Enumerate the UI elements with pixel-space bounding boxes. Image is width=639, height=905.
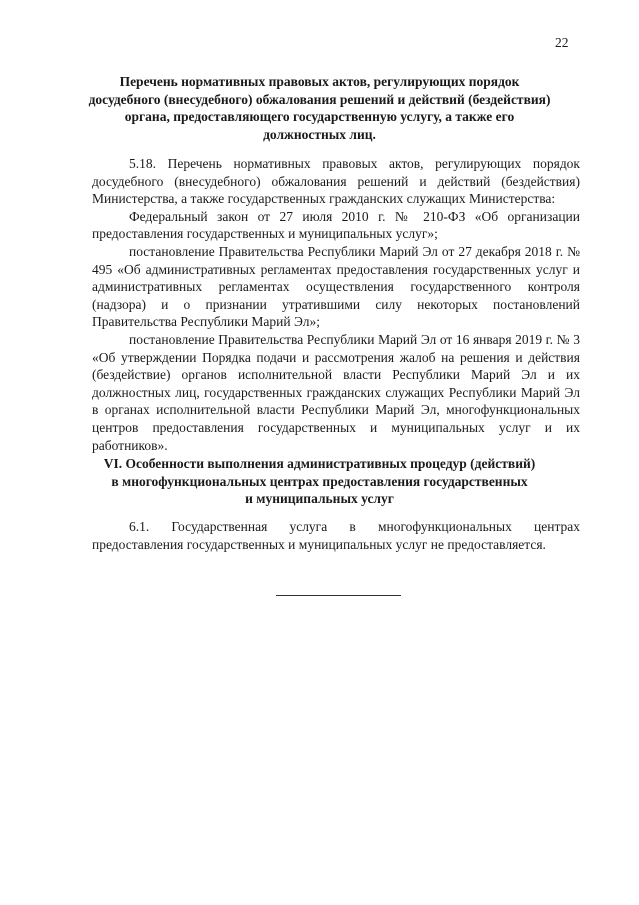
paragraph: постановление Правительства Республики Марий Эл от 27 декабря 2018 г. № 495 «Об административных регламентах предоставления государственных услуг и административных регламентах осуществления государственного контроля (надзора) и о признании утратившими силу некоторых постановлений Правительства Республики Марий Эл»;: [92, 243, 580, 330]
section-body-mfc: [92, 518, 580, 553]
page-number: 22: [555, 35, 569, 50]
heading-line: в многофункциональных центрах предоставления государственных: [111, 473, 528, 489]
heading-line: Перечень нормативных правовых актов, регулирующих порядок: [119, 74, 520, 89]
section-heading-mfc: [0, 455, 639, 508]
paragraph: постановление Правительства Республики Марий Эл от 16 января 2019 г. № 3 «Об утверждении Порядка подачи и рассмотрения жалоб на решения и действия (бездействие) органов исполнительной власти Республики Марий Эл и их должностных лиц, государственных гражданских служащих Республики Марий Эл в органах исполнительной власти Республики Марий Эл, многофункциональных центров предоставления государственных и муниципальных услуг и их работников».: [92, 331, 580, 453]
heading-line: органа, предоставляющего государственную услугу, а также его: [124, 109, 515, 125]
heading-line: должностных лиц.: [263, 127, 376, 143]
heading-line: VI. Особенности выполнения административных процедур (действий): [103, 456, 536, 471]
paragraph: Федеральный закон от 27 июля 2010 г. № 210-ФЗ «Об организации предоставления государственных и муниципальных услуг»;: [92, 208, 580, 242]
section-body-appeal-acts: [92, 155, 580, 454]
paragraph: 6.1. Государственная услуга в многофункциональных центрах предоставления государственных и муниципальных услуг не предоставляется.: [92, 519, 580, 552]
heading-line: досудебного (внесудебного) обжалования решений и действий (бездействия): [88, 91, 551, 107]
end-separator-line: [276, 595, 401, 596]
paragraph: 5.18. Перечень нормативных правовых актов, регулирующих порядок досудебного (внесудебного) обжалования решений и действий (бездействия) Министерства, а также государственных гражданских служащих Министерства:: [92, 156, 580, 207]
section-heading-appeal-acts: [0, 73, 639, 144]
heading-line: и муниципальных услуг: [245, 491, 394, 507]
